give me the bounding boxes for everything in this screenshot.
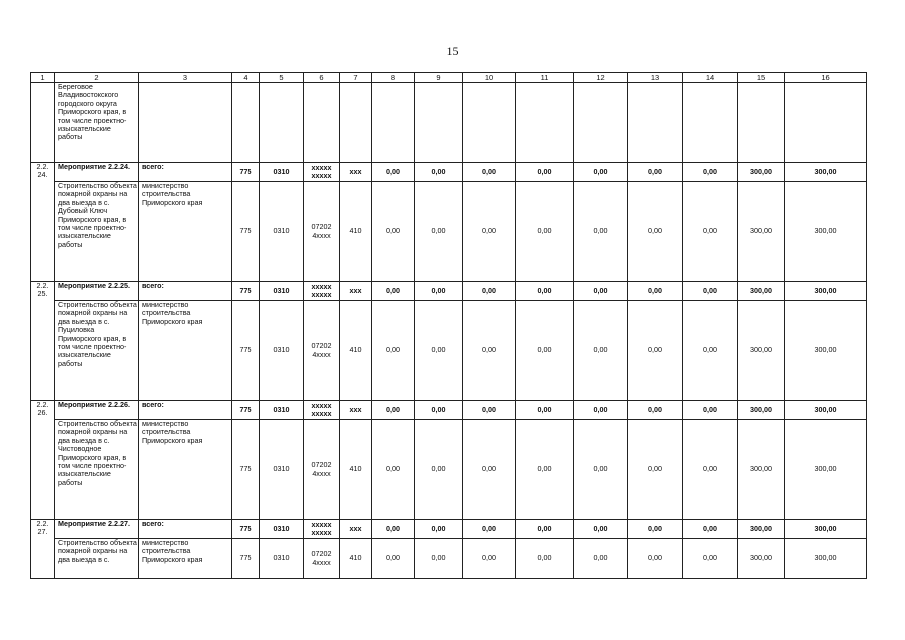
detail-cell: 07202 4xxxx (304, 539, 340, 579)
total-cell: 300,00 (738, 520, 785, 539)
detail-cell: 0,00 (415, 420, 463, 520)
detail-cell: 300,00 (785, 182, 867, 282)
total-cell: xxx (340, 163, 372, 182)
detail-cell: 300,00 (785, 539, 867, 579)
total-cell: 0310 (260, 401, 304, 420)
object-description: Строительство объекта пожарной охраны на два выезда в с. (55, 539, 139, 579)
object-description: Строительство объекта пожарной охраны на два выезда в с. Чистоводное Приморского края, в том числе проектно-изыскательские работы (55, 420, 139, 520)
detail-cell: 0,00 (683, 539, 738, 579)
measure-title: Мероприятие 2.2.24. (55, 163, 139, 182)
page-number: 15 (446, 44, 459, 58)
total-cell: 0,00 (372, 282, 415, 301)
total-cell: 0,00 (683, 282, 738, 301)
table-row (31, 182, 867, 282)
header-row (31, 73, 867, 83)
detail-cell: 0,00 (516, 420, 574, 520)
total-cell: xxxxx xxxxx (304, 163, 340, 182)
detail-cell: 0,00 (628, 539, 683, 579)
detail-cell: 0,00 (574, 301, 628, 401)
total-cell: 0,00 (516, 282, 574, 301)
detail-cell: 410 (340, 420, 372, 520)
executor: министерство строительства Приморского края (139, 420, 232, 520)
total-cell: 300,00 (738, 282, 785, 301)
detail-cell: 0,00 (683, 301, 738, 401)
detail-cell: 0,00 (516, 539, 574, 579)
column-header-4: 4 (232, 73, 260, 83)
table-row (31, 282, 867, 301)
object-description: Строительство объекта пожарной охраны на два выезда в с. Дубовый Ключ Приморского края, в том числе проектно-изыскательские работы (55, 182, 139, 282)
total-cell: 775 (232, 282, 260, 301)
detail-cell: 0,00 (463, 420, 516, 520)
total-cell: 300,00 (738, 163, 785, 182)
detail-cell: 0,00 (683, 420, 738, 520)
detail-cell: 0,00 (463, 182, 516, 282)
table-row (31, 401, 867, 420)
table-row (31, 520, 867, 539)
total-cell: 0,00 (463, 520, 516, 539)
table-row (31, 420, 867, 520)
detail-cell: 07202 4xxxx (304, 182, 340, 282)
item-number: 2.2. 26. (31, 401, 55, 520)
column-header-15: 15 (738, 73, 785, 83)
detail-cell: 0310 (260, 539, 304, 579)
detail-cell: 775 (232, 182, 260, 282)
measure-title: Мероприятие 2.2.26. (55, 401, 139, 420)
table-row (31, 83, 867, 163)
total-cell: 0,00 (683, 163, 738, 182)
detail-cell: 0,00 (628, 420, 683, 520)
detail-cell: 0,00 (516, 182, 574, 282)
total-cell: 0,00 (574, 282, 628, 301)
total-cell: 0310 (260, 282, 304, 301)
column-header-2: 2 (55, 73, 139, 83)
total-cell: xxxxx xxxxx (304, 401, 340, 420)
column-header-1: 1 (31, 73, 55, 83)
detail-cell: 0,00 (574, 182, 628, 282)
object-description: Строительство объекта пожарной охраны на два выезда в с. Пуциловка Приморского края, в том числе проектно-изыскательские работы (55, 301, 139, 401)
detail-cell: 0310 (260, 301, 304, 401)
total-cell: 0310 (260, 520, 304, 539)
detail-cell: 300,00 (738, 420, 785, 520)
table-body (31, 73, 867, 579)
total-cell: 775 (232, 520, 260, 539)
total-cell: 0,00 (516, 520, 574, 539)
total-cell: 0,00 (415, 401, 463, 420)
total-cell: 0,00 (516, 163, 574, 182)
executor: министерство строительства Приморского края (139, 539, 232, 579)
column-header-10: 10 (463, 73, 516, 83)
total-cell: 300,00 (785, 520, 867, 539)
detail-cell: 775 (232, 301, 260, 401)
detail-cell: 0,00 (415, 182, 463, 282)
total-cell: 775 (232, 163, 260, 182)
detail-cell: 0,00 (415, 301, 463, 401)
total-cell: 0,00 (628, 520, 683, 539)
detail-cell: 0,00 (372, 301, 415, 401)
item-number: 2.2. 25. (31, 282, 55, 401)
column-header-16: 16 (785, 73, 867, 83)
detail-cell: 0,00 (372, 539, 415, 579)
total-cell: xxx (340, 520, 372, 539)
table-row (31, 163, 867, 182)
total-cell: 0,00 (372, 401, 415, 420)
total-cell: 0,00 (628, 401, 683, 420)
detail-cell: 0,00 (372, 182, 415, 282)
total-cell: 0,00 (372, 163, 415, 182)
detail-cell: 0,00 (372, 420, 415, 520)
total-cell: xxx (340, 401, 372, 420)
column-header-12: 12 (574, 73, 628, 83)
detail-cell: 0310 (260, 420, 304, 520)
total-cell: 0,00 (415, 282, 463, 301)
measure-title: Мероприятие 2.2.25. (55, 282, 139, 301)
detail-cell: 775 (232, 420, 260, 520)
total-cell: xxx (340, 282, 372, 301)
item-number: 2.2. 27. (31, 520, 55, 579)
detail-cell: 300,00 (738, 182, 785, 282)
column-header-9: 9 (415, 73, 463, 83)
total-cell: 0,00 (683, 520, 738, 539)
total-cell: 0,00 (683, 401, 738, 420)
column-header-6: 6 (304, 73, 340, 83)
detail-cell: 300,00 (785, 420, 867, 520)
column-header-8: 8 (372, 73, 415, 83)
total-cell: 0310 (260, 163, 304, 182)
executor: министерство строительства Приморского края (139, 301, 232, 401)
table-row (31, 301, 867, 401)
total-cell: 0,00 (463, 401, 516, 420)
total-cell: 0,00 (463, 282, 516, 301)
detail-cell: 0,00 (516, 301, 574, 401)
detail-cell: 07202 4xxxx (304, 420, 340, 520)
detail-cell: 300,00 (738, 301, 785, 401)
executor: министерство строительства Приморского края (139, 182, 232, 282)
total-cell: 0,00 (372, 520, 415, 539)
table-row (31, 539, 867, 579)
detail-cell: 07202 4xxxx (304, 301, 340, 401)
total-cell: 0,00 (516, 401, 574, 420)
total-cell: 775 (232, 401, 260, 420)
detail-cell: 410 (340, 182, 372, 282)
column-header-7: 7 (340, 73, 372, 83)
item-number: 2.2. 24. (31, 163, 55, 282)
total-cell: 0,00 (574, 401, 628, 420)
total-label: всего: (139, 163, 232, 182)
total-cell: 0,00 (574, 520, 628, 539)
total-cell: 0,00 (415, 163, 463, 182)
total-cell: 0,00 (628, 163, 683, 182)
column-header-14: 14 (683, 73, 738, 83)
detail-cell: 0,00 (628, 182, 683, 282)
total-label: всего: (139, 282, 232, 301)
object-description: Береговое Владивостокского городского округа Приморского края, в том числе проектно-изыскательские работы (55, 83, 139, 163)
detail-cell: 0,00 (628, 301, 683, 401)
total-cell: 300,00 (785, 163, 867, 182)
detail-cell: 300,00 (738, 539, 785, 579)
total-cell: 0,00 (415, 520, 463, 539)
column-header-11: 11 (516, 73, 574, 83)
total-label: всего: (139, 520, 232, 539)
column-header-3: 3 (139, 73, 232, 83)
detail-cell: 410 (340, 539, 372, 579)
column-header-5: 5 (260, 73, 304, 83)
total-cell: xxxxx xxxxx (304, 282, 340, 301)
detail-cell: 0,00 (463, 301, 516, 401)
total-cell: 0,00 (463, 163, 516, 182)
detail-cell: 410 (340, 301, 372, 401)
total-cell: 300,00 (738, 401, 785, 420)
detail-cell: 0,00 (463, 539, 516, 579)
detail-cell: 775 (232, 539, 260, 579)
detail-cell: 0,00 (683, 182, 738, 282)
detail-cell: 0,00 (574, 539, 628, 579)
measure-title: Мероприятие 2.2.27. (55, 520, 139, 539)
total-cell: 300,00 (785, 282, 867, 301)
total-cell: 0,00 (574, 163, 628, 182)
detail-cell: 0,00 (415, 539, 463, 579)
total-label: всего: (139, 401, 232, 420)
total-cell: xxxxx xxxxx (304, 520, 340, 539)
total-cell: 0,00 (628, 282, 683, 301)
detail-cell: 300,00 (785, 301, 867, 401)
budget-table (30, 72, 867, 579)
total-cell: 300,00 (785, 401, 867, 420)
detail-cell: 0310 (260, 182, 304, 282)
detail-cell: 0,00 (574, 420, 628, 520)
column-header-13: 13 (628, 73, 683, 83)
